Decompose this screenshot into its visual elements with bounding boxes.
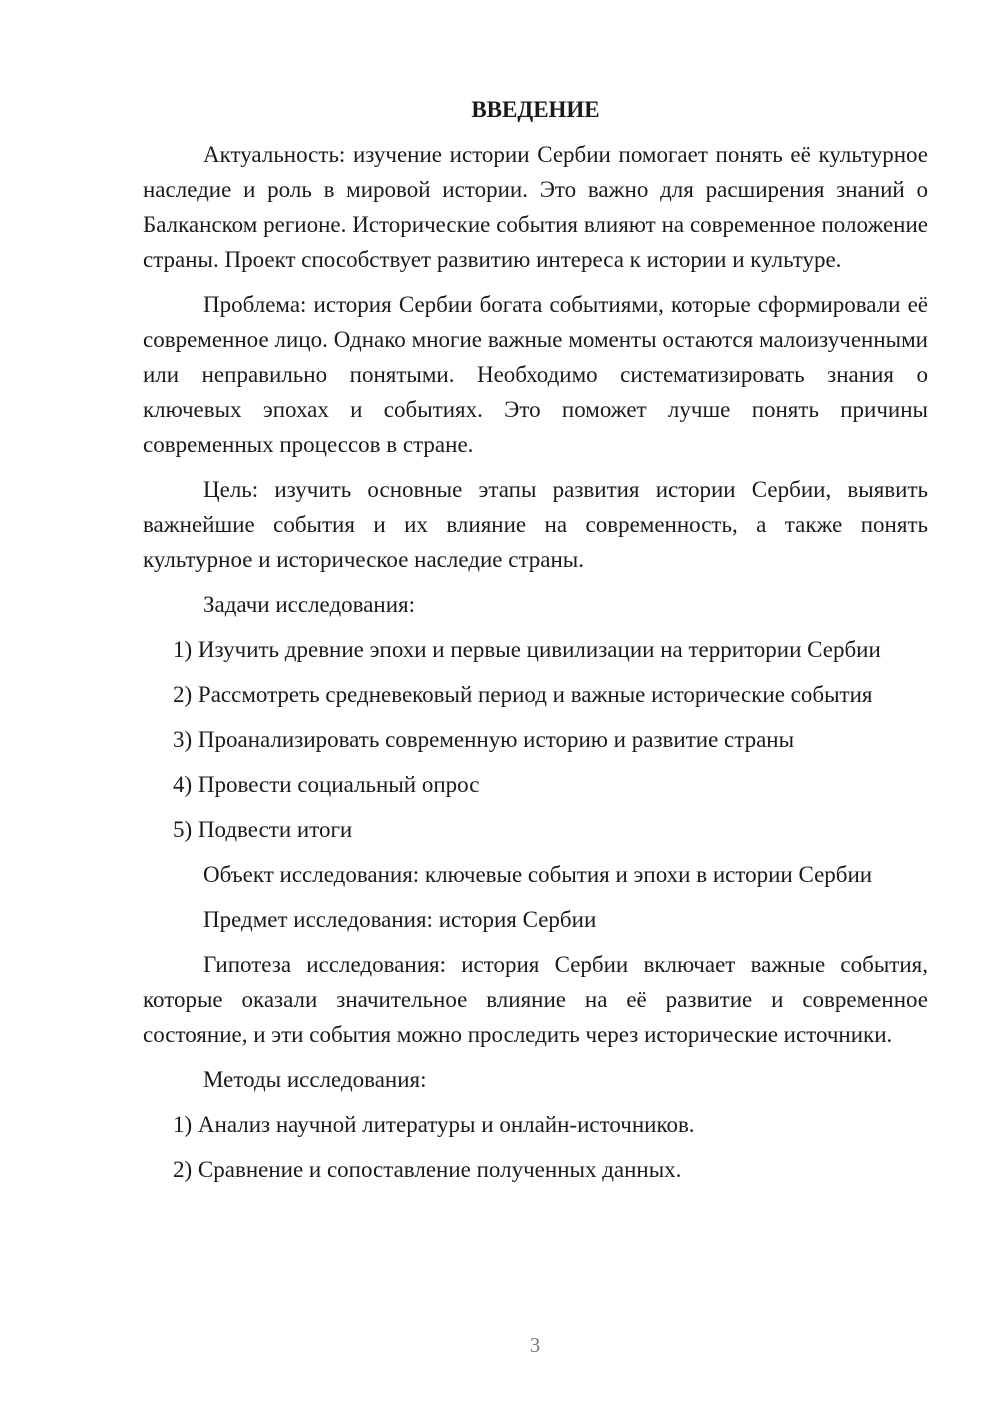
task-item-3: 3) Проанализировать современную историю и развитие страны xyxy=(173,727,795,752)
goal-paragraph: Цель: изучить основные этапы развития истории Сербии, выявить важнейшие события и их влияние на современность, а также понять культурное и историческое наследие страны. xyxy=(143,477,928,572)
problem-paragraph: Проблема: история Сербии богата событиями, которые сформировали её современное лицо. Однако многие важные моменты остаются малоизученными или неправильно понятыми. Необходимо систематизировать знания о ключевых эпохах и событиях. Это поможет лучше понять причины современных процессов в стране. xyxy=(143,292,928,457)
tasks-heading: Задачи исследования: xyxy=(203,592,416,617)
subject-paragraph: Предмет исследования: история Сербии xyxy=(203,907,597,932)
relevance-paragraph: Актуальность: изучение истории Сербии помогает понять её культурное наследие и роль в мировой истории. Это важно для расширения знаний о Балканском регионе. Исторические события влияют на современное положение страны. Проект способствует развитию интереса к истории и культуре. xyxy=(143,142,928,272)
hypothesis-paragraph: Гипотеза исследования: история Сербии включает важные события, которые оказали значительное влияние на её развитие и современное состояние, и эти события можно проследить через исторические источники. xyxy=(143,952,928,1047)
page-content xyxy=(143,92,928,1197)
task-item-4: 4) Провести социальный опрос xyxy=(173,772,480,797)
task-item-2: 2) Рассмотреть средневековый период и важные исторические события xyxy=(173,682,873,707)
method-item-1: 1) Анализ научной литературы и онлайн-источников. xyxy=(173,1112,695,1137)
object-paragraph: Объект исследования: ключевые события и эпохи в истории Сербии xyxy=(203,862,873,887)
task-item-1: 1) Изучить древние эпохи и первые цивилизации на территории Сербии xyxy=(173,637,881,662)
task-item-5: 5) Подвести итоги xyxy=(173,817,353,842)
method-item-2: 2) Сравнение и сопоставление полученных данных. xyxy=(173,1157,682,1182)
methods-heading: Методы исследования: xyxy=(203,1067,427,1092)
section-title: ВВЕДЕНИЕ xyxy=(471,97,600,122)
page-number: 3 xyxy=(529,1333,541,1357)
